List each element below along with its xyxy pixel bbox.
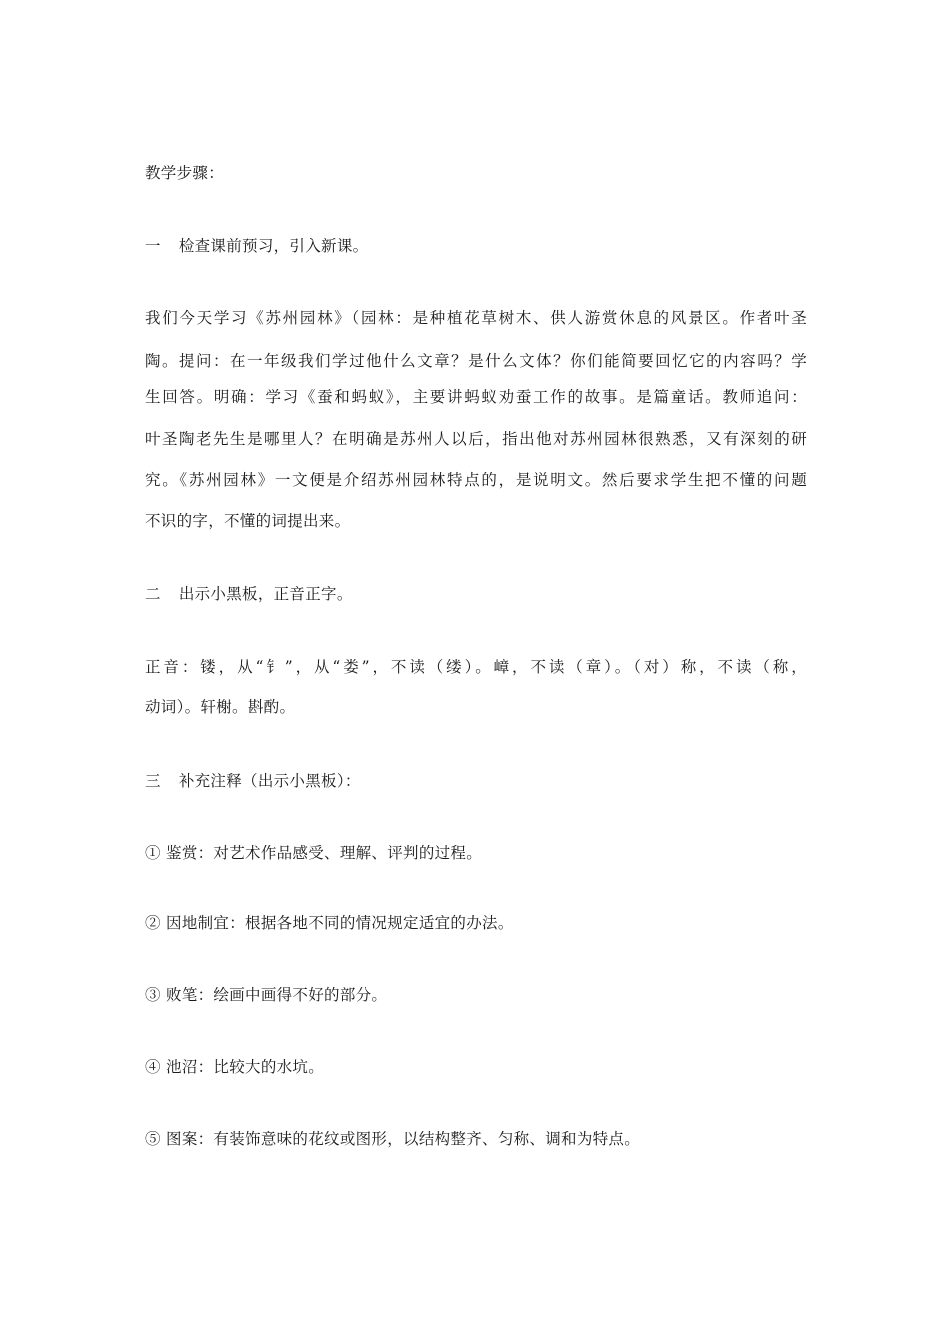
- paragraph-line: 究。《苏州园林》一文便是介绍苏州园林特点的，是说明文。然后要求学生把不懂的问题: [145, 471, 807, 489]
- section-3-number: 三: [145, 772, 161, 790]
- section-2-number: 二: [145, 585, 161, 603]
- section-3-heading: [145, 771, 361, 791]
- note-item: ③ 败笔：绘画中画得不好的部分。: [145, 986, 388, 1004]
- paragraph-line: 叶圣陶老先生是哪里人？在明确是苏州人以后，指出他对苏州园林很熟悉，又有深刻的研: [145, 430, 807, 448]
- paragraph-line: 生回答。明确：学习《蚕和蚂蚁》，主要讲蚂蚁劝蚕工作的故事。是篇童话。教师追问：: [145, 388, 807, 406]
- section-1-heading: [145, 236, 368, 256]
- paragraph-line: 陶。提问：在一年级我们学过他什么文章？是什么文体？你们能简要回忆它的内容吗？学: [145, 352, 807, 370]
- paragraph-line: 正音：镂，从“钅”，从“娄”，不读（缕）。嶂，不读（章）。（对）称，不读（称，: [145, 658, 807, 676]
- section-1-title: 检查课前预习，引入新课。: [178, 237, 369, 255]
- note-item: ⑤ 图案：有装饰意味的花纹或图形，以结构整齐、匀称、调和为特点。: [145, 1130, 641, 1148]
- section-3-title: 补充注释（出示小黑板）：: [178, 772, 361, 790]
- paragraph-line: 我们今天学习《苏州园林》（园林：是种植花草树木、供人游赏休息的风景区。作者叶圣: [145, 309, 807, 327]
- paragraph-line: 动词）。轩榭。斟酌。: [145, 698, 296, 716]
- page-heading: 教学步骤：: [145, 164, 225, 182]
- note-item: ② 因地制宜：根据各地不同的情况规定适宜的办法。: [145, 914, 514, 932]
- section-2-heading: [145, 584, 353, 604]
- note-item: ① 鉴赏：对艺术作品感受、理解、评判的过程。: [145, 844, 483, 862]
- note-item: ④ 池沼：比较大的水坑。: [145, 1058, 325, 1076]
- section-2-title: 出示小黑板，正音正字。: [178, 585, 353, 603]
- section-1-number: 一: [145, 237, 161, 255]
- paragraph-line: 不识的字，不懂的词提出来。: [145, 512, 351, 530]
